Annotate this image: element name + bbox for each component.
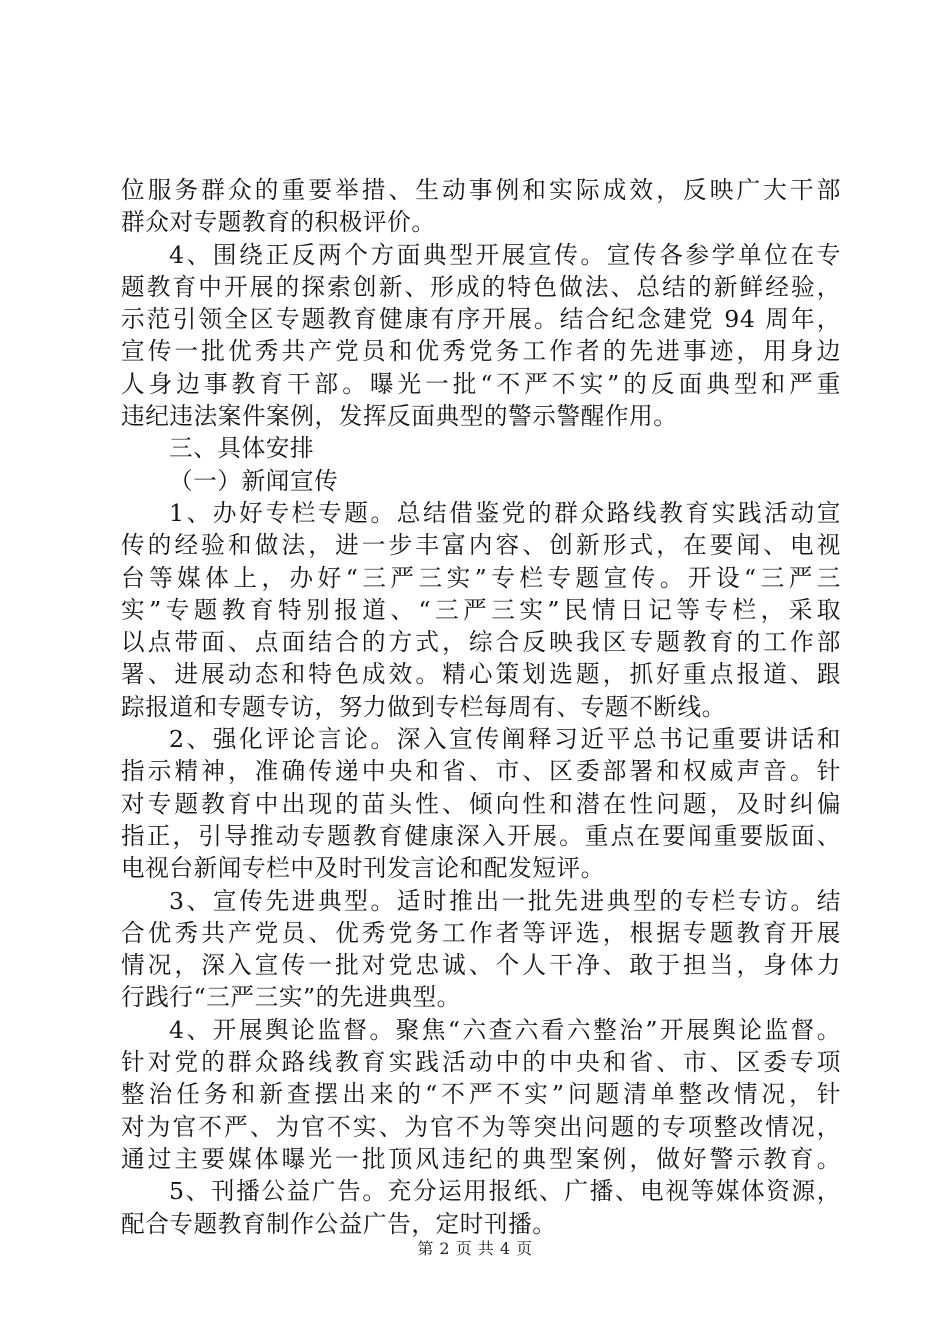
text-line: 实”专题教育特别报道、“三严三实”民情日记等专栏，采取 bbox=[121, 595, 841, 624]
text-line: 示范引领全区专题教育健康有序开展。结合纪念建党 94 周年， bbox=[121, 305, 841, 334]
text-line: 对为官不严、为官不实、为官不为等突出问题的专项整改情况， bbox=[121, 1112, 841, 1141]
text-line: 1、办好专栏专题。总结借鉴党的群众路线教育实践活动宣 bbox=[169, 498, 841, 527]
text-line: 台等媒体上，办好“三严三实”专栏专题宣传。开设“三严三 bbox=[121, 563, 841, 592]
document-body bbox=[121, 174, 841, 1240]
text-line: 署、进展动态和特色成效。精心策划选题，抓好重点报道、跟 bbox=[121, 660, 841, 689]
text-line: 对专题教育中出现的苗头性、倾向性和潜在性问题，及时纠偏 bbox=[121, 789, 841, 818]
text-line: 整治任务和新查摆出来的“不严不实”问题清单整改情况，针 bbox=[121, 1080, 841, 1109]
text-line: 3、宣传先进典型。适时推出一批先进典型的专栏专访。结 bbox=[169, 886, 841, 915]
text-line: 合优秀共产党员、优秀党务工作者等评选，根据专题教育开展 bbox=[121, 918, 841, 947]
text-line: 以点带面、点面结合的方式，综合反映我区专题教育的工作部 bbox=[121, 628, 841, 657]
text-line: 违纪违法案件案例，发挥反面典型的警示警醒作用。 bbox=[121, 402, 678, 431]
text-line: 情况，深入宣传一批对党忠诚、个人干净、敢于担当，身体力 bbox=[121, 951, 841, 980]
page-footer: 第 2 页 共 4 页 bbox=[417, 1239, 533, 1258]
text-line: 群众对专题教育的积极评价。 bbox=[121, 208, 436, 237]
text-line: 人身边事教育干部。曝光一批“不严不实”的反面典型和严重 bbox=[121, 369, 841, 398]
text-line: 通过主要媒体曝光一批顶风违纪的典型案例，做好警示教育。 bbox=[121, 1144, 841, 1173]
text-line: 4、围绕正反两个方面典型开展宣传。宣传各参学单位在专 bbox=[169, 240, 841, 269]
text-line: 踪报道和专题专访，努力做到专栏每周有、专题不断线。 bbox=[121, 692, 726, 721]
text-line: 指正，引导推动专题教育健康深入开展。重点在要闻重要版面、 bbox=[121, 821, 841, 850]
text-line: 行践行“三严三实”的先进典型。 bbox=[121, 983, 461, 1012]
text-line: 电视台新闻专栏中及时刊发言论和配发短评。 bbox=[121, 854, 605, 883]
text-line: 宣传一批优秀共产党员和优秀党务工作者的先进事迹，用身边 bbox=[121, 337, 841, 366]
text-line: 5、刊播公益广告。充分运用报纸、广播、电视等媒体资源， bbox=[169, 1177, 841, 1206]
text-line: 题教育中开展的探索创新、形成的特色做法、总结的新鲜经验， bbox=[121, 272, 841, 301]
text-line: 三、具体安排 bbox=[169, 434, 315, 463]
text-line: 针对党的群众路线教育实践活动中的中央和省、市、区委专项 bbox=[121, 1048, 841, 1077]
text-line: 2、强化评论言论。深入宣传阐释习近平总书记重要讲话和 bbox=[169, 725, 841, 754]
text-line: 指示精神，准确传递中央和省、市、区委部署和权威声音。针 bbox=[121, 757, 841, 786]
text-line: （一）新闻宣传 bbox=[169, 466, 339, 495]
text-line: 位服务群众的重要举措、生动事例和实际成效，反映广大干部 bbox=[121, 176, 841, 204]
text-line: 配合专题教育制作公益广告，定时刊播。 bbox=[121, 1209, 557, 1238]
text-line: 传的经验和做法，进一步丰富内容、创新形式，在要闻、电视 bbox=[121, 531, 841, 560]
text-line: 4、开展舆论监督。聚焦“六查六看六整治”开展舆论监督。 bbox=[169, 1015, 841, 1044]
